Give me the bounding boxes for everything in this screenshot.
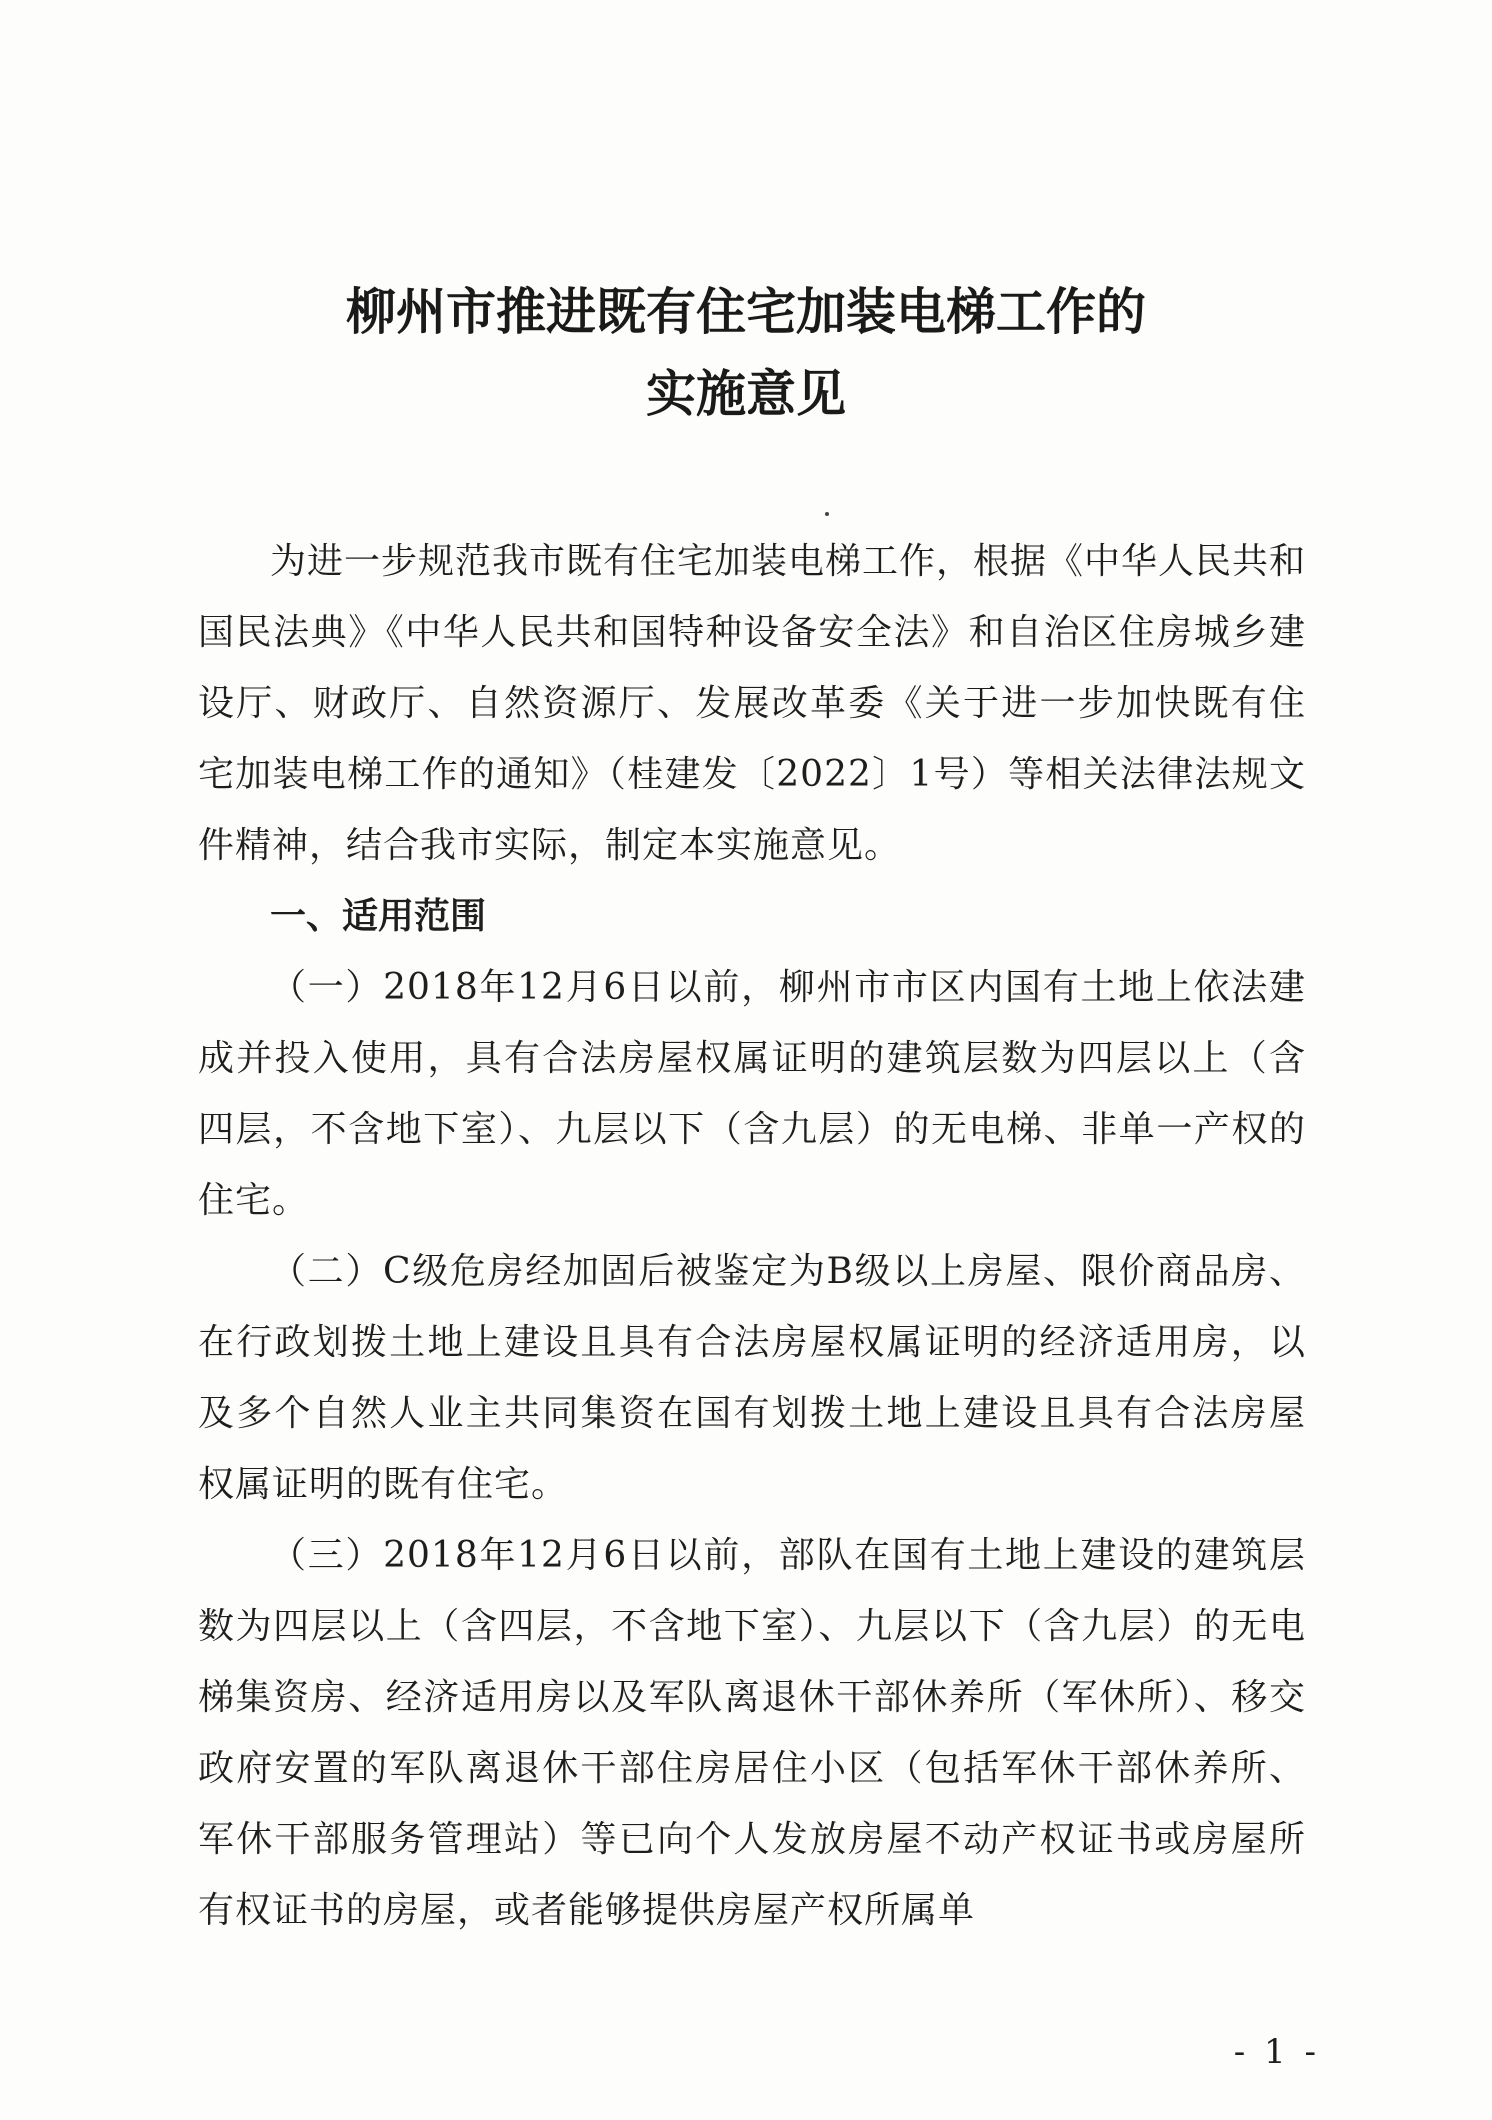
page-number: - 1 - — [1233, 2032, 1320, 2072]
document-title-line-2: 实施意见 — [646, 365, 846, 423]
scope-item-1: （一）2018年12月6日以前，柳州市市区内国有土地上依法建成并投入使用，具有合法房屋权属证明的建筑层数为四层以上（含四层，不含地下室）、九层以下（含九层）的无电梯、非单一产权的住宅。 — [198, 967, 1306, 1221]
document-title-line-1: 柳州市推进既有住宅加装电梯工作的 — [346, 283, 1146, 341]
document-body — [198, 526, 1306, 1946]
intro-paragraph: 为进一步规范我市既有住宅加装电梯工作，根据《中华人民共和国民法典》《中华人民共和国特种设备安全法》和自治区住房城乡建设厅、财政厅、自然资源厅、发展改革委《关于进一步加快既有住宅加装电梯工作的通知》（桂建发〔2022〕1号）等相关法律法规文件精神，结合我市实际，制定本实施意见。 — [198, 541, 1307, 866]
section-heading-scope: 一、适用范围 — [270, 896, 487, 937]
scope-item-3: （三）2018年12月6日以前，部队在国有土地上建设的建筑层数为四层以上（含四层，不含地下室）、九层以下（含九层）的无电梯集资房、经济适用房以及军队离退休干部休养所（军休所）、移交政府安置的军队离退休干部住房居住小区（包括军休干部休养所、军休干部服务管理站）等已向个人发放房屋不动产权证书或房屋所有权证书的房屋，或者能够提供房屋产权所属单 — [198, 1535, 1306, 1931]
scan-speck — [825, 512, 829, 516]
scope-item-2: （二）C级危房经加固后被鉴定为B级以上房屋、限价商品房、在行政划拨土地上建设且具有合法房屋权属证明的经济适用房，以及多个自然人业主共同集资在国有划拨土地上建设且具有合法房屋权属证明的既有住宅。 — [198, 1251, 1306, 1505]
